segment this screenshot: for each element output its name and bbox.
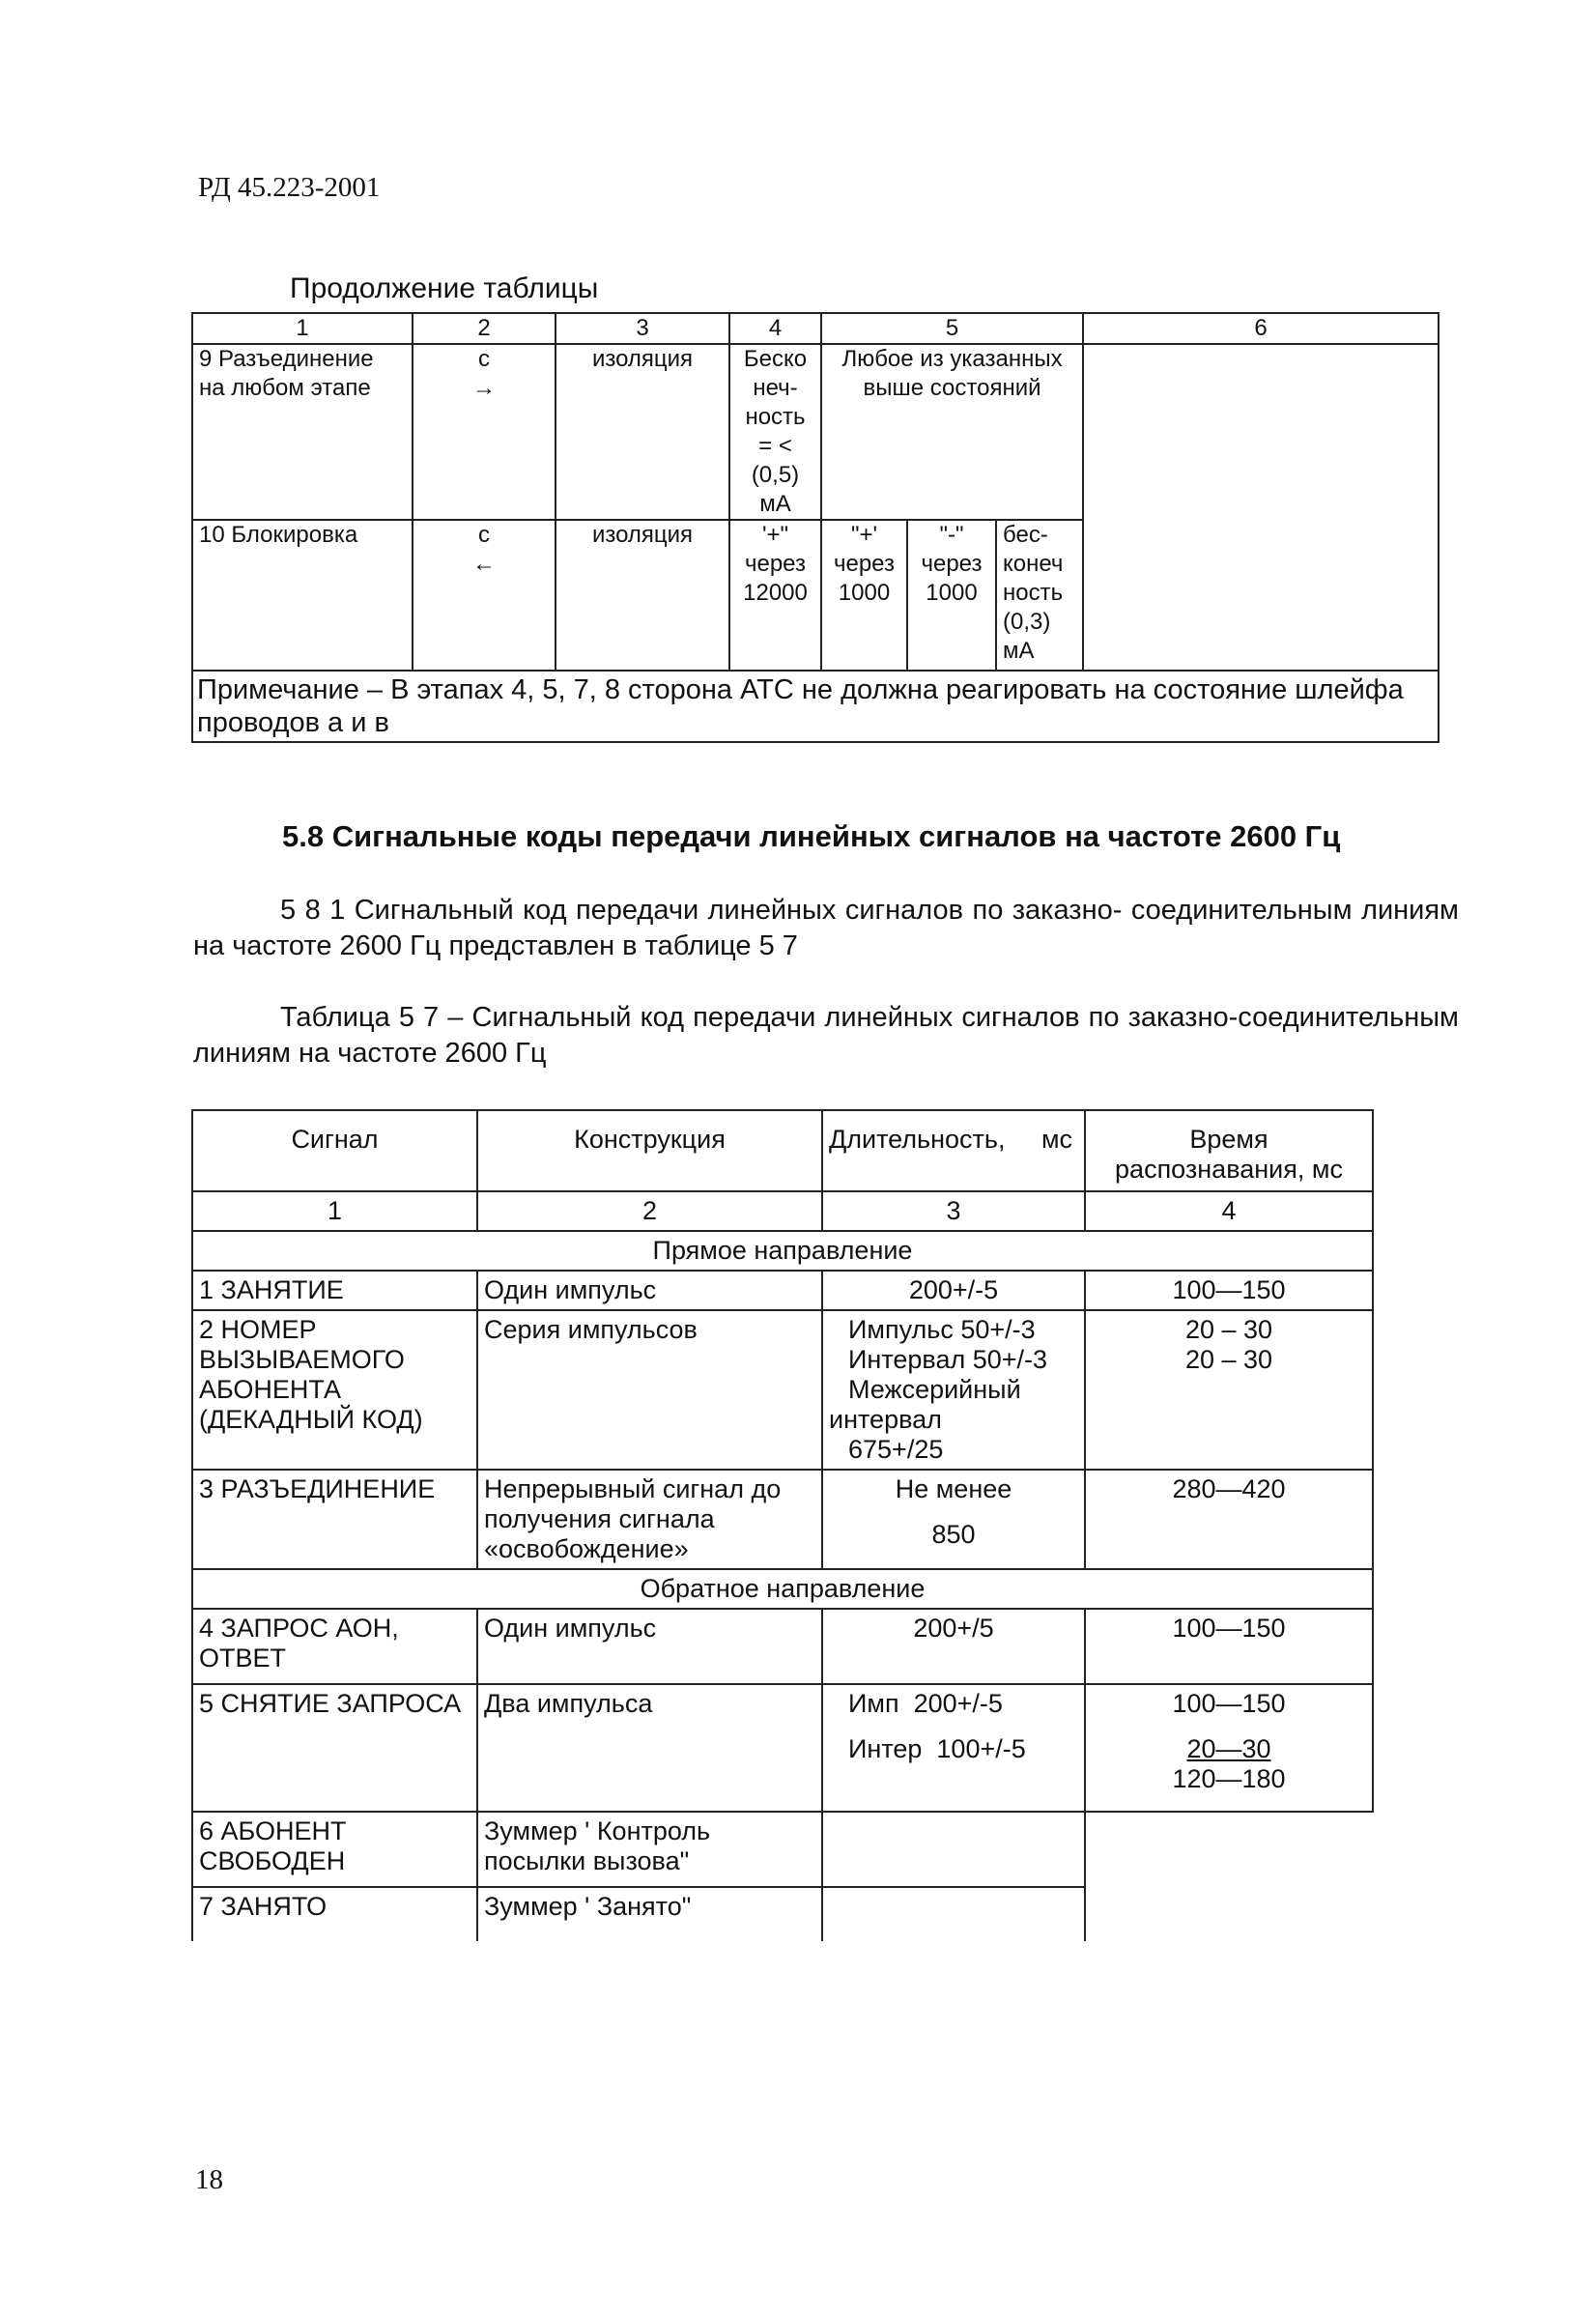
cell-text: '+" <box>761 522 789 548</box>
signal-recognition <box>1085 1684 1373 1812</box>
col-number: 3 <box>556 313 729 344</box>
signal-name: 2 НОМЕР ВЫЗЫВАЕМОГО АБОНЕНТА (ДЕКАДНЫЙ КОД) <box>192 1310 477 1470</box>
column-header: Сигнал <box>192 1110 477 1191</box>
cell-text: 120—180 <box>1172 1764 1286 1793</box>
table-title-text: Таблица 5 7 – Сигнальный код передачи линейных сигналов по заказно-соединительным линиям на частоте 2600 Гц <box>193 1002 1459 1069</box>
signal-name: 5 СНЯТИЕ ЗАПРОСА <box>192 1684 477 1812</box>
column-header: Время распознавания, мс <box>1085 1110 1373 1191</box>
table-row <box>192 1191 1373 1231</box>
cell-text: интервал <box>829 1405 942 1434</box>
col-number: 4 <box>1085 1191 1373 1231</box>
col-number: 3 <box>822 1191 1085 1231</box>
cell-text: выше состояний <box>863 375 1041 401</box>
cell-text: Интервал 50+/-3 <box>848 1345 1048 1374</box>
section-row-reverse: Обратное направление <box>192 1569 1373 1609</box>
cell-text: мА <box>1003 638 1035 664</box>
cell-text: 1000 <box>838 580 891 606</box>
table-cell: изоляция <box>556 344 729 520</box>
signal-recognition: 100—150 <box>1085 1609 1373 1684</box>
column-header: Конструкция <box>477 1110 822 1191</box>
cell-text: 12000 <box>743 580 808 606</box>
table-note: Примечание – В этапах 4, 5, 7, 8 сторона АТС не должна реагировать на состояние шлейфа проводов а и в <box>192 671 1439 742</box>
table-row <box>192 1231 1373 1271</box>
cell-text: (0,3) <box>1003 609 1051 635</box>
col-number: 2 <box>413 313 556 344</box>
arrow-left-icon: ← <box>472 551 496 577</box>
arrow-right-icon: → <box>472 375 496 401</box>
cell-text: 100—150 <box>1172 1689 1286 1718</box>
table-cell <box>907 520 996 671</box>
signal-construction: Один импульс <box>477 1271 822 1310</box>
cell-text: "-" <box>939 522 964 548</box>
cell-text: с <box>478 346 490 372</box>
table-row <box>192 1684 1373 1812</box>
cell-text: "+' <box>850 522 878 548</box>
signal-name: 7 ЗАНЯТО <box>192 1887 477 1941</box>
cell-text: 850 <box>931 1520 976 1549</box>
signal-name: 3 РАЗЪЕДИНЕНИЕ <box>192 1470 477 1569</box>
signal-recognition <box>1085 1812 1373 1887</box>
section-heading: 5.8 Сигнальные коды передачи линейных сигналов на частоте 2600 Гц <box>282 819 1341 853</box>
cell-text: 20—30 <box>1186 1734 1271 1763</box>
cell-text: Не менее <box>895 1474 1012 1503</box>
signal-recognition <box>1085 1887 1373 1941</box>
table-title <box>193 1000 1459 1072</box>
cell-text: неч- <box>753 375 798 401</box>
signal-name: 6 АБОНЕНТ СВОБОДЕН <box>192 1812 477 1887</box>
paragraph-text: 5 8 1 Сигнальный код передачи линейных сигналов по заказно- соединительным линиям на частоте 2600 Гц представлен в таблице 5 7 <box>193 895 1459 961</box>
col-number: 1 <box>192 1191 477 1231</box>
table-cell: 10 Блокировка <box>192 520 413 671</box>
continuation-table <box>191 312 1439 743</box>
table-cell <box>821 344 1083 520</box>
cell-text: 20 – 30 <box>1184 1345 1273 1374</box>
cell-text: на любом этапе <box>199 375 371 401</box>
cell-text: через <box>744 551 807 577</box>
cell-text: Импульс 50+/-3 <box>848 1315 1036 1344</box>
table-row <box>192 1310 1373 1470</box>
signal-duration <box>822 1470 1085 1569</box>
cell-text: Межсерийный <box>848 1375 1021 1404</box>
col-number: 2 <box>477 1191 822 1231</box>
table-cell <box>413 344 556 520</box>
table-row <box>192 1887 1373 1941</box>
signal-duration: 200+/5 <box>822 1609 1085 1684</box>
signal-table <box>191 1109 1374 1941</box>
table-cell <box>996 520 1083 671</box>
cell-text: ность <box>745 404 806 430</box>
cell-text: с <box>478 522 490 548</box>
cell-text: Интер 100+/-5 <box>848 1734 1026 1763</box>
cell-text: 9 Разъединение <box>199 346 374 372</box>
signal-recognition: 280—420 <box>1085 1470 1373 1569</box>
table-row <box>192 313 1439 344</box>
continuation-caption: Продолжение таблицы <box>290 272 599 304</box>
table-cell <box>413 520 556 671</box>
table-row <box>192 1470 1373 1569</box>
table-cell <box>821 520 907 671</box>
col-number: 6 <box>1083 313 1439 344</box>
table-row <box>192 1569 1373 1609</box>
column-header: Длительность, мс <box>822 1110 1085 1191</box>
cell-text: 1000 <box>926 580 978 606</box>
signal-construction: Серия импульсов <box>477 1310 822 1470</box>
cell-text: мА <box>759 491 791 517</box>
table-row <box>192 1812 1373 1887</box>
cell-text: Беско <box>743 346 808 372</box>
signal-construction: Зуммер ' Контроль посылки вызова" <box>477 1812 822 1887</box>
signal-duration <box>822 1812 1085 1887</box>
table-cell <box>1083 344 1439 671</box>
table-row <box>192 671 1439 742</box>
page-number: 18 <box>195 2164 223 2195</box>
document-code: РД 45.223-2001 <box>198 172 381 203</box>
signal-duration <box>822 1684 1085 1812</box>
signal-construction: Зуммер ' Занято" <box>477 1887 822 1941</box>
cell-text: через <box>833 551 896 577</box>
col-number: 5 <box>821 313 1083 344</box>
paragraph <box>193 893 1459 964</box>
table-row <box>192 1609 1373 1684</box>
section-row-forward: Прямое направление <box>192 1231 1373 1271</box>
signal-recognition <box>1085 1310 1373 1470</box>
table-cell <box>192 344 413 520</box>
table-row <box>192 1271 1373 1310</box>
table-cell <box>729 520 821 671</box>
col-number: 1 <box>192 313 413 344</box>
table-row <box>192 344 1439 520</box>
cell-text: = < <box>758 433 792 459</box>
signal-duration: 200+/-5 <box>822 1271 1085 1310</box>
cell-text: конеч <box>1003 551 1064 577</box>
signal-name: 4 ЗАПРОС АОН, ОТВЕТ <box>192 1609 477 1684</box>
table-row <box>192 1110 1373 1191</box>
signal-recognition: 100—150 <box>1085 1271 1373 1310</box>
signal-construction: Один импульс <box>477 1609 822 1684</box>
cell-text: ность <box>1003 580 1064 606</box>
cell-text: (0,5) <box>751 462 800 488</box>
cell-text: через <box>921 551 983 577</box>
cell-text: бес- <box>1003 522 1048 548</box>
signal-name: 1 ЗАНЯТИЕ <box>192 1271 477 1310</box>
signal-construction: Непрерывный сигнал до получения сигнала «освобождение» <box>477 1470 822 1569</box>
table-cell: изоляция <box>556 520 729 671</box>
signal-construction: Два импульса <box>477 1684 822 1812</box>
cell-text: Имп 200+/-5 <box>848 1689 1003 1718</box>
signal-duration <box>822 1310 1085 1470</box>
table-cell <box>729 344 821 520</box>
cell-text: 675+/25 <box>848 1435 944 1464</box>
cell-text: 20 – 30 <box>1184 1315 1273 1344</box>
signal-duration <box>822 1887 1085 1941</box>
cell-text: Любое из указанных <box>841 346 1063 372</box>
col-number: 4 <box>729 313 821 344</box>
